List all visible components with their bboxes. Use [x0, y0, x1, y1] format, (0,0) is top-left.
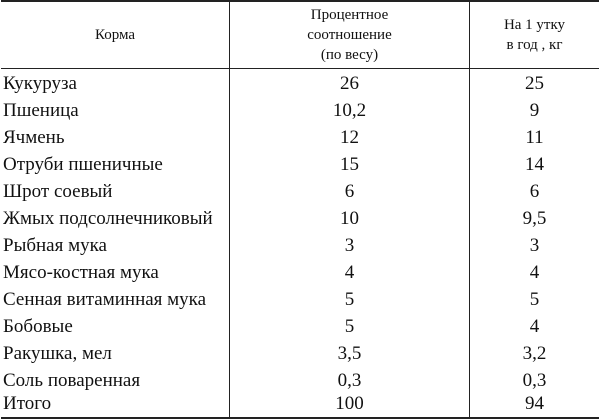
feed-kg: 4: [529, 262, 540, 283]
header-percent-line-1: Процентное: [310, 6, 389, 23]
header-feed: Корма: [94, 26, 136, 43]
feed-kg: 9,5: [522, 208, 547, 229]
table-row: [1, 259, 599, 286]
feed-percent: 3: [344, 235, 355, 256]
feed-name: Кукуруза: [3, 73, 77, 94]
feed-percent: 100: [335, 393, 364, 414]
feed-name: Соль поваренная: [3, 370, 141, 391]
feed-percent: 26: [340, 73, 359, 94]
feed-percent: 5: [344, 316, 355, 337]
feed-name: Бобовые: [3, 316, 73, 337]
feed-name: Ракушка, мел: [3, 343, 112, 364]
header-per-duck-line-1: На 1 утку: [503, 16, 566, 33]
feed-kg: 6: [529, 181, 540, 202]
header-per-duck: [470, 2, 599, 67]
feed-kg: 14: [525, 154, 544, 175]
feed-kg: 4: [529, 316, 540, 337]
feed-kg: 0,3: [522, 370, 547, 391]
feed-percent: 10,2: [332, 100, 367, 121]
table-row: [1, 340, 599, 367]
feed-name: Рыбная мука: [3, 235, 107, 256]
header-percent: [230, 2, 469, 67]
feed-kg: 94: [525, 393, 544, 414]
feed-kg: 25: [525, 73, 544, 94]
header-per-duck-line-2: в год , кг: [506, 36, 563, 53]
feed-name: Мясо-костная мука: [3, 262, 159, 283]
feed-percent: 10: [340, 208, 359, 229]
table-row: [1, 97, 599, 124]
feed-percent: 3,5: [337, 343, 362, 364]
header-percent-line-3: (по весу): [320, 46, 379, 63]
feed-name: Шрот соевый: [3, 181, 113, 202]
feed-percent: 6: [344, 181, 355, 202]
feed-kg: 11: [525, 127, 544, 148]
table-row: [1, 232, 599, 259]
feed-percent: 4: [344, 262, 355, 283]
table-row-total: [1, 390, 599, 417]
feed-percent: 5: [344, 289, 355, 310]
header-bottom-rule: [1, 68, 599, 69]
feed-name: Ячмень: [3, 127, 65, 148]
feed-kg: 5: [529, 289, 540, 310]
feed-kg: 3: [529, 235, 540, 256]
feed-name: Жмых подсолнечниковый: [3, 208, 213, 229]
table-row: [1, 70, 599, 97]
table-row: [1, 205, 599, 232]
header-percent-line-2: соотношение: [307, 26, 392, 43]
feed-kg: 9: [529, 100, 540, 121]
feed-percent: 0,3: [337, 370, 362, 391]
feed-name: Отруби пшеничные: [3, 154, 163, 175]
feed-percent: 12: [340, 127, 359, 148]
table-row: [1, 151, 599, 178]
feed-name: Пшеница: [3, 100, 79, 121]
table-row: [1, 286, 599, 313]
table-row: [1, 178, 599, 205]
feed-kg: 3,2: [522, 343, 547, 364]
feed-name: Сенная витаминная мука: [3, 289, 207, 310]
feed-name: Итого: [3, 393, 52, 414]
table-row: [1, 124, 599, 151]
table-row: [1, 313, 599, 340]
feed-percent: 15: [340, 154, 359, 175]
feed-table: [1, 0, 599, 419]
